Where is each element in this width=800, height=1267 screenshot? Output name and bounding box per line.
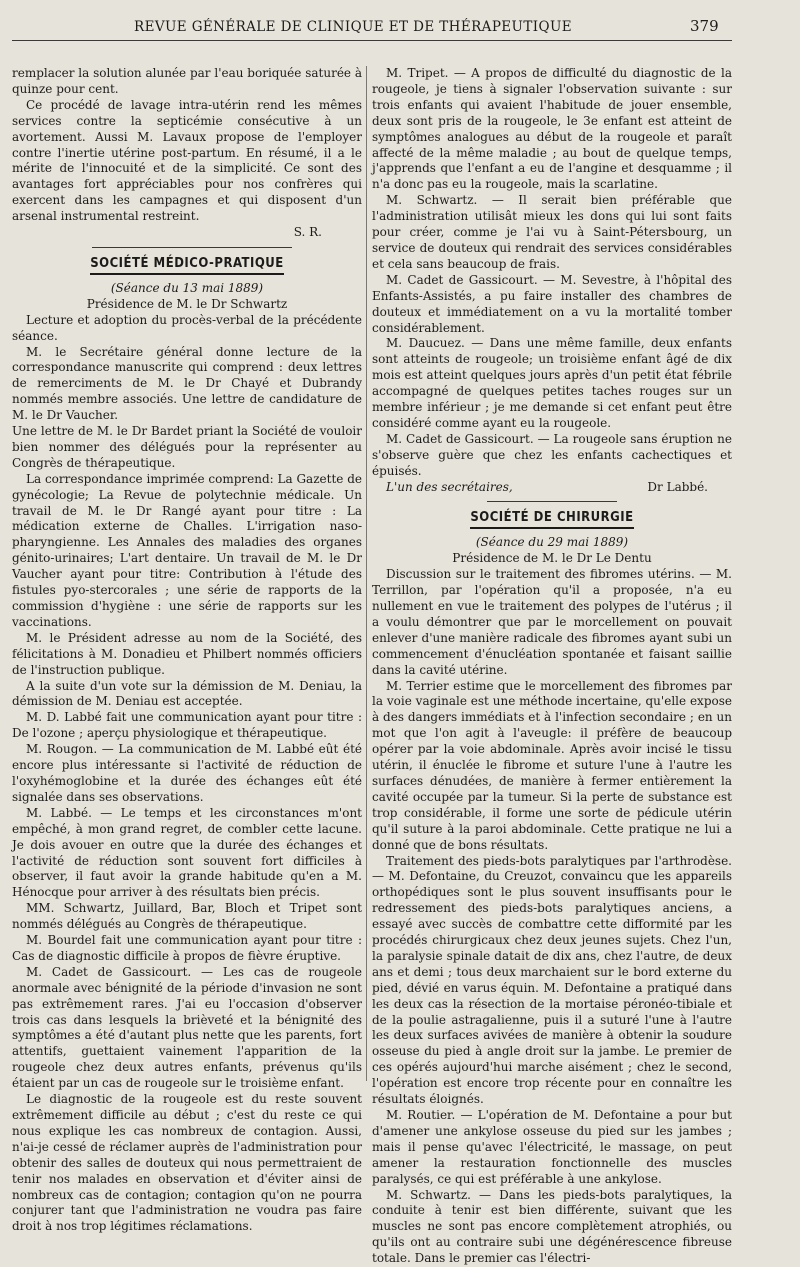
section-title-text: SOCIÉTÉ DE CHIRURGIE xyxy=(470,510,633,529)
paragraph: Traitement des pieds-bots paralytiques par l'arthrodèse. — M. Defontaine, du Creuzot, convaincu que les appareils orthopédiques sont le plus souvent insuffisants pour le redressement des pieds-bots paralytiques anciens, a essayé avec succès de combattre cette difformité par les procédés chirurgicaux chez deux jeunes sujets. Chez l'un, la paralysie spinale datait de dix ans, chez l'autre, de deux ans et demi ; tous deux marchaient sur le bord externe du pied, dévié en varus équin. M. Defontaine a pratiqué dans les deux cas la résection de la mortaise péronéo-tibiale et de la poulie astragalienne, puis il a suturé l'une à l'autre les deux surfaces avivées de manière à obtenir la soudure osseuse du pied à angle droit sur la jambe. Le premier de ces opérés aujourd'hui marche aisément ; chez le second, l'opération est encore trop récente pour en connaître les résultats éloignés. xyxy=(372,853,732,1107)
paragraph: M. Terrier estime que le morcellement des fibromes par la voie vaginale est une méthode incertaine, qu'elle expose à des dangers immédiats et à l'infection secondaire ; en un mot que l'on agit à l'aveugle: il préfère de beaucoup opérer par la voie abdominale. Après avoir incisé le tissu utérin, il énuclée le fibrome et suture l'une à l'autre les surfaces dénudées, de manière à fermer entièrement la cavité occupée par la tumeur. Si la perte de substance est trop considérable, il forme une sorte de pédicule utérin qu'il suture à la paroi abdominale. Cette pratique ne lui a donné que de bons résultats. xyxy=(372,678,732,852)
paragraph: M. Tripet. — A propos de difficulté du diagnostic de la rougeole, je tiens à signaler l'observation suivante : sur trois enfants qui avaient l'habitude de jouer ensemble, deux sont pris de la rougeole, le 3e enfant est atteint de symptômes analogues au début de la rougeole et paraît affecté de la même maladie ; au bout de quelque temps, j'apprends que l'enfant a eu de l'angine et desquamme ; il n'a donc pas eu la rougeole, mais la scarlatine. xyxy=(372,66,732,192)
section-title xyxy=(372,510,732,529)
column-divider xyxy=(366,66,367,1081)
running-title: REVUE GÉNÉRALE DE CLINIQUE ET DE THÉRAPEUTIQUE xyxy=(134,19,572,35)
header-rule xyxy=(12,40,732,41)
signature-label: L'un des secrétaires, xyxy=(386,479,513,494)
left-column xyxy=(12,66,362,1235)
paragraph: La correspondance imprimée comprend: La Gazette de gynécologie; La Revue de polytechnie médicale. Un travail de M. le Dr Rangé ayant pour titre : La médication externe de Challes. L'irrigation naso-pharyngienne. Les Annales des maladies des organes génito-urinaires; L'art dentaire. Un travail de M. le Dr Vaucher ayant pour titre: Contribution à l'étude des fistules pyo-stercorales ; une série de rapports de la commission d'hygiène : une série de rapports sur les vaccinations. xyxy=(12,471,362,629)
seance-date: (Séance du 29 mai 1889) xyxy=(475,535,629,550)
paragraph: M. le Président adresse au nom de la Société, des félicitations à M. Donadieu et Philbert nommés officiers de l'instruction publique. xyxy=(12,630,362,677)
author-signature: S. R. xyxy=(293,225,322,240)
page-number: 379 xyxy=(690,17,719,35)
divider xyxy=(487,501,617,502)
paragraph: M. Labbé. — Le temps et les circonstances m'ont empêché, à mon grand regret, de combler cette lacune. Je dois avouer en outre que la durée des échanges et l'activité de réduction sont souvent fort difficiles à observer, il faut avoir la grande habitude qu'en a M. Hénocque pour arriver à des résultats bien précis. xyxy=(12,805,362,900)
paragraph: Lecture et adoption du procès-verbal de la précédente séance. xyxy=(12,312,362,343)
paragraph: M. Cadet de Gassicourt. — La rougeole sans éruption ne s'observe guère que chez les enfants cachectiques et épuisés. xyxy=(372,431,732,478)
paragraph: M. Rougon. — La communication de M. Labbé eût été encore plus intéressante si l'activité de réduction de l'oxyhémoglobine et la durée des échanges eût été signalée dans ses observations. xyxy=(12,742,362,804)
presidence: Présidence de M. le Dr Le Dentu xyxy=(452,551,652,566)
seance-date: (Séance du 13 mai 1889) xyxy=(110,280,264,295)
secretary-signature xyxy=(372,480,732,496)
paragraph: Le diagnostic de la rougeole est du reste souvent extrêmement difficile au début ; c'est du reste ce qui nous explique les cas nombreux de contagion. Aussi, n'ai-je cessé de réclamer auprès de l'administration pour obtenir des salles de douteux qui nous permettraient de tenir nos malades en observation et d'éviter ainsi de nombreux cas de contagion; contagion qu'on ne pourra conjurer tant que l'administration ne voudra pas faire droit à nos trop légitimes réclamations. xyxy=(12,1092,362,1234)
paragraph: M. Bourdel fait une communication ayant pour titre : Cas de diagnostic difficile à propos de fièvre éruptive. xyxy=(12,933,362,963)
paragraph: M. Routier. — L'opération de M. Defontaine a pour but d'amener une ankylose osseuse du pied sur les jambes ; mais il pense qu'avec l'électricité, le massage, on peut amener la restauration fonctionnelle des muscles paralysés, ce qui est préférable à une ankylose. xyxy=(372,1108,732,1186)
paragraph: MM. Schwartz, Juillard, Bar, Bloch et Tripet sont nommés délégués au Congrès de thérapeutique. xyxy=(12,901,362,932)
paragraph: M. D. Labbé fait une communication ayant pour titre : De l'ozone ; aperçu physiologique et thérapeutique. xyxy=(12,710,362,741)
right-column xyxy=(372,66,732,1267)
divider xyxy=(92,247,292,248)
paragraph: remplacer la solution alunée par l'eau boriquée saturée à quinze pour cent. xyxy=(12,66,362,96)
paragraph: A la suite d'un vote sur la démission de M. Deniau, la démission de M. Deniau est acceptée. xyxy=(12,678,362,709)
section-title-text: SOCIÉTÉ MÉDICO-PRATIQUE xyxy=(90,256,284,275)
signature-name: Dr Labbé. xyxy=(647,479,708,494)
paragraph: M. Cadet de Gassicourt. — Les cas de rougeole anormale avec bénignité de la période d'invasion ne sont pas extrêmement rares. J'ai eu l'occasion d'observer trois cas dans lesquels la brièveté et la bénignité des symptômes a été d'autant plus nette que les parents, fort attentifs, guettaient vainement l'apparition de la rougeole chez deux autres enfants, prévenus qu'ils étaient par un cas de rougeole sur le troisième enfant. xyxy=(12,964,362,1091)
paragraph: Une lettre de M. le Dr Bardet priant la Société de vouloir bien nommer des délégués pour la représenter au Congrès de thérapeutique. xyxy=(12,424,362,470)
page-header xyxy=(0,0,800,44)
paragraph: M. Schwartz. — Dans les pieds-bots paralytiques, la conduite à tenir est bien différente, suivant que les muscles ne sont pas encore complètement atrophiés, ou qu'ils ont au contraire subi une dégénérescence fibreuse totale. Dans le premier cas l'électri- xyxy=(372,1187,732,1266)
paragraph: M. le Secrétaire général donne lecture de la correspondance manuscrite qui comprend : deux lettres de remerciments de M. le Dr Chayé et Dubrandy nommés membre associés. Une lettre de candidature de M. le Dr Vaucher. xyxy=(12,344,362,423)
paragraph: Ce procédé de lavage intra-utérin rend les mêmes services contre la septicémie consécutive à un avortement. Aussi M. Lavaux propose de l'employer contre l'inertie utérine post-partum. En résumé, il a le mérite de l'innocuité et de la simplicité. Ce sont des avantages fort appréciables pour nos confrères qui exercent dans les campagnes et qui disposent d'un arsenal instrumental restreint. xyxy=(12,97,362,224)
paragraph: M. Daucuez. — Dans une même famille, deux enfants sont atteints de rougeole; un troisième enfant âgé de dix mois est atteint quelques jours après d'un petit état fébrile accompagné de quelques petites taches rouges sur un membre inférieur ; je me demande si cet enfant peut être considéré comme ayant eu la rougeole. xyxy=(372,336,732,430)
paragraph: M. Schwartz. — Il serait bien préférable que l'administration utilisât mieux les dons qui lui sont faits pour créer, comme je l'ai vu à Saint-Pétersbourg, un service de douteux qui rendrait des services considérables et cela sans beaucoup de frais. xyxy=(372,193,732,271)
section-title xyxy=(12,256,362,275)
paragraph: Discussion sur le traitement des fibromes utérins. — M. Terrillon, par l'opération qu'il a proposée, n'a eu nullement en vue le traitement des polypes de l'utérus ; il a voulu démontrer que par le morcellement on pouvait enlever d'une manière radicale des fibromes ayant subi un commencement d'énucléation spontanée et faisant saillie dans la cavité utérine. xyxy=(372,567,732,677)
paragraph: M. Cadet de Gassicourt. — M. Sevestre, à l'hôpital des Enfants-Assistés, a pu faire installer des chambres de douteux et immédiatement on a vu la mortalité tomber considérablement. xyxy=(372,272,732,335)
presidence: Présidence de M. le Dr Schwartz xyxy=(86,296,288,311)
